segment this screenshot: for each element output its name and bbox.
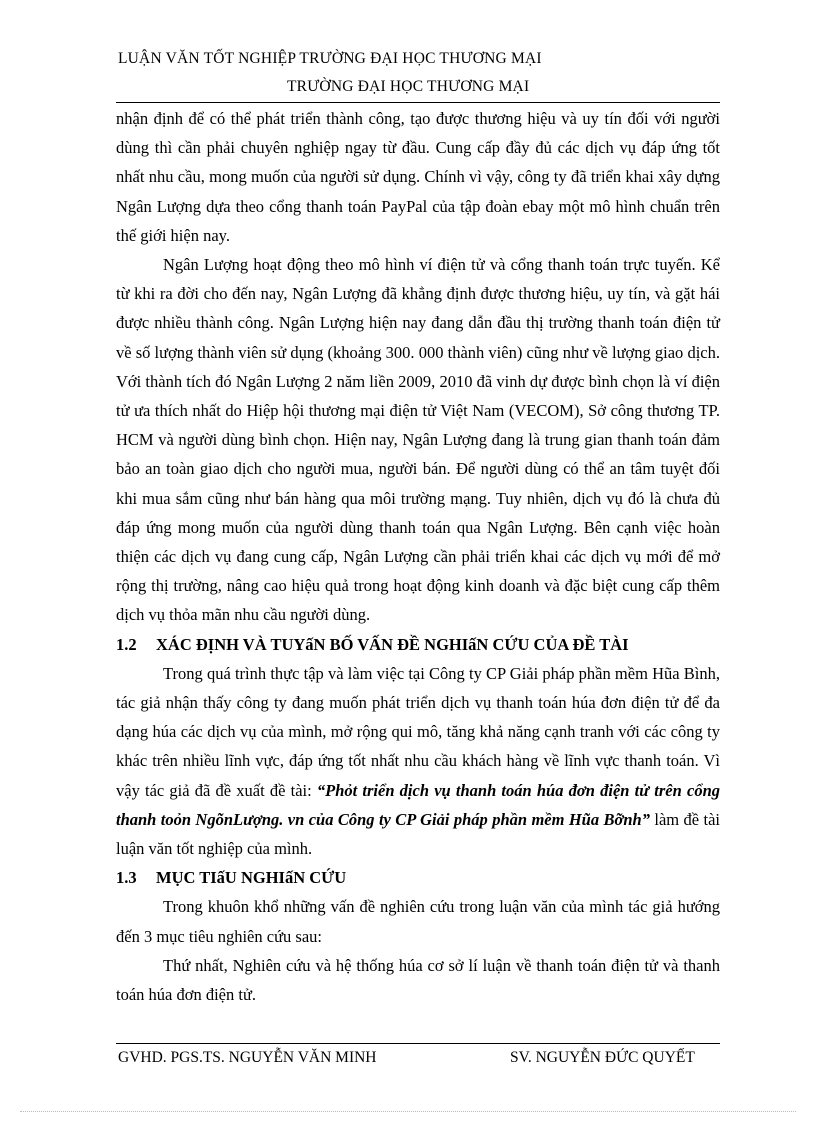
paragraph-text: Trong quá trình thực tập và làm việc tại Công ty CP Giải pháp phần mềm Hũa Bình, tác giả nhận thấy công ty đang muốn phát triển dịch vụ thanh toán húa đơn điện tử để đa dạng húa các dịch vụ của mình, mở rộng qui mô, tăng khả năng cạnh tranh với các công ty khác trên nhiều lĩnh vực, đáp ứng tốt nhất nhu cầu khách hàng về lĩnh vực thanh toán. Vì vậy tác giả đã đề xuất đề tài: (116, 663, 720, 800)
paragraph-problem-statement (116, 659, 720, 863)
paragraph-objectives-intro: Trong khuôn khổ những vấn đề nghiên cứu trong luận văn của mình tác giả hướng đến 3 mục tiêu nghiên cứu sau: (116, 897, 720, 946)
section-title: MỤC TIấU NGHIấN CỨU (156, 868, 347, 888)
paragraph-objective-first: Thứ nhất, Nghiên cứu và hệ thống húa cơ sở lí luận về thanh toán điện tử và thanh toán húa đơn điện tử. (116, 955, 720, 1005)
footer-divider (116, 1043, 720, 1044)
page-boundary (20, 1111, 796, 1112)
running-header-university: TRƯỜNG ĐẠI HỌC THƯƠNG MẠI (287, 78, 530, 95)
section-number: 1.3 (116, 868, 137, 888)
running-header-title: LUẬN VĂN TỐT NGHIỆP TRƯỜNG ĐẠI HỌC THƯƠNG MẠI (118, 50, 542, 67)
footer-advisor: GVHD. PGS.TS. NGUYỄN VĂN MINH (118, 1049, 377, 1066)
section-heading-1-3 (116, 863, 720, 892)
paragraph-text: làm đề tài luận văn tốt nghiệp của mình. (116, 809, 721, 859)
paragraph-continuation: nhận định để có thể phát triển thành công, tạo được thương hiệu và uy tín đối với người dùng thì cần phải chuyên nghiệp ngay từ đầu. Cung cấp đầy đủ các dịch vụ đáp ứng tốt nhất nhu cầu, mong muốn của người sử dụng. Chính vì vậy, công ty đã triển khai xây dựng Ngân Lượng dựa theo cổng thanh toán PayPal của tập đoàn ebay một mô hình chuẩn trên thế giới hiện nay. (116, 109, 720, 245)
section-heading-1-2 (116, 630, 720, 659)
paragraph-ngan-luong: Ngân Lượng hoạt động theo mô hình ví điện tử và cổng thanh toán trực tuyến. Kể từ khi ra đời cho đến nay, Ngân Lượng đã khẳng định được thương hiệu, uy tín, và gặt hái được nhiều thành công. Ngân Lượng hiện nay đang dẫn đầu thị trường thanh toán điện tử về số lượng thành viên sử dụng (khoảng 300. 000 thành viên) cũng như về lượng giao dịch. Với thành tích đó Ngân Lượng 2 năm liền 2009, 2010 đã vinh dự được bình chọn là ví điện tử ưa thích nhất do Hiệp hội thương mại điện tử Việt Nam (VECOM), Sở công thương TP. HCM và người dùng bình chọn. Hiện nay, Ngân Lượng đang là trung gian thanh toán đảm bảo an toàn giao dịch cho người mua, người bán. Để người dùng có thể an tâm tuyệt đối khi mua sắm cũng như bán hàng qua môi trường mạng. Tuy nhiên, dịch vụ đó là chưa đủ đáp ứng mong muốn của người dùng thanh toán qua Ngân Lượng. Bên cạnh việc hoàn thiện các dịch vụ đang cung cấp, Ngân Lượng cần phải triển khai các dịch vụ mới để mở rộng thị trường, nâng cao hiệu quả trong hoạt động kinh doanh và đặc biệt cung cấp thêm dịch vụ thỏa mãn nhu cầu người dùng. (116, 255, 720, 625)
section-number: 1.2 (116, 634, 137, 654)
section-title: XÁC ĐỊNH VÀ TUYấN BỐ VẤN ĐỀ NGHIấN CỨU CỦA ĐỀ TÀI (156, 634, 629, 654)
footer-student: SV. NGUYỄN ĐỨC QUYẾT (510, 1049, 695, 1066)
thesis-title: “Phỏt triển dịch vụ thanh toán húa đơn điện tử trên cổng thanh toỏn NgõnLượng. vn của Công ty CP Giải pháp phần mềm Hũa Bỡnh” (116, 780, 720, 829)
header-divider (116, 102, 720, 103)
document-body (116, 104, 720, 1009)
